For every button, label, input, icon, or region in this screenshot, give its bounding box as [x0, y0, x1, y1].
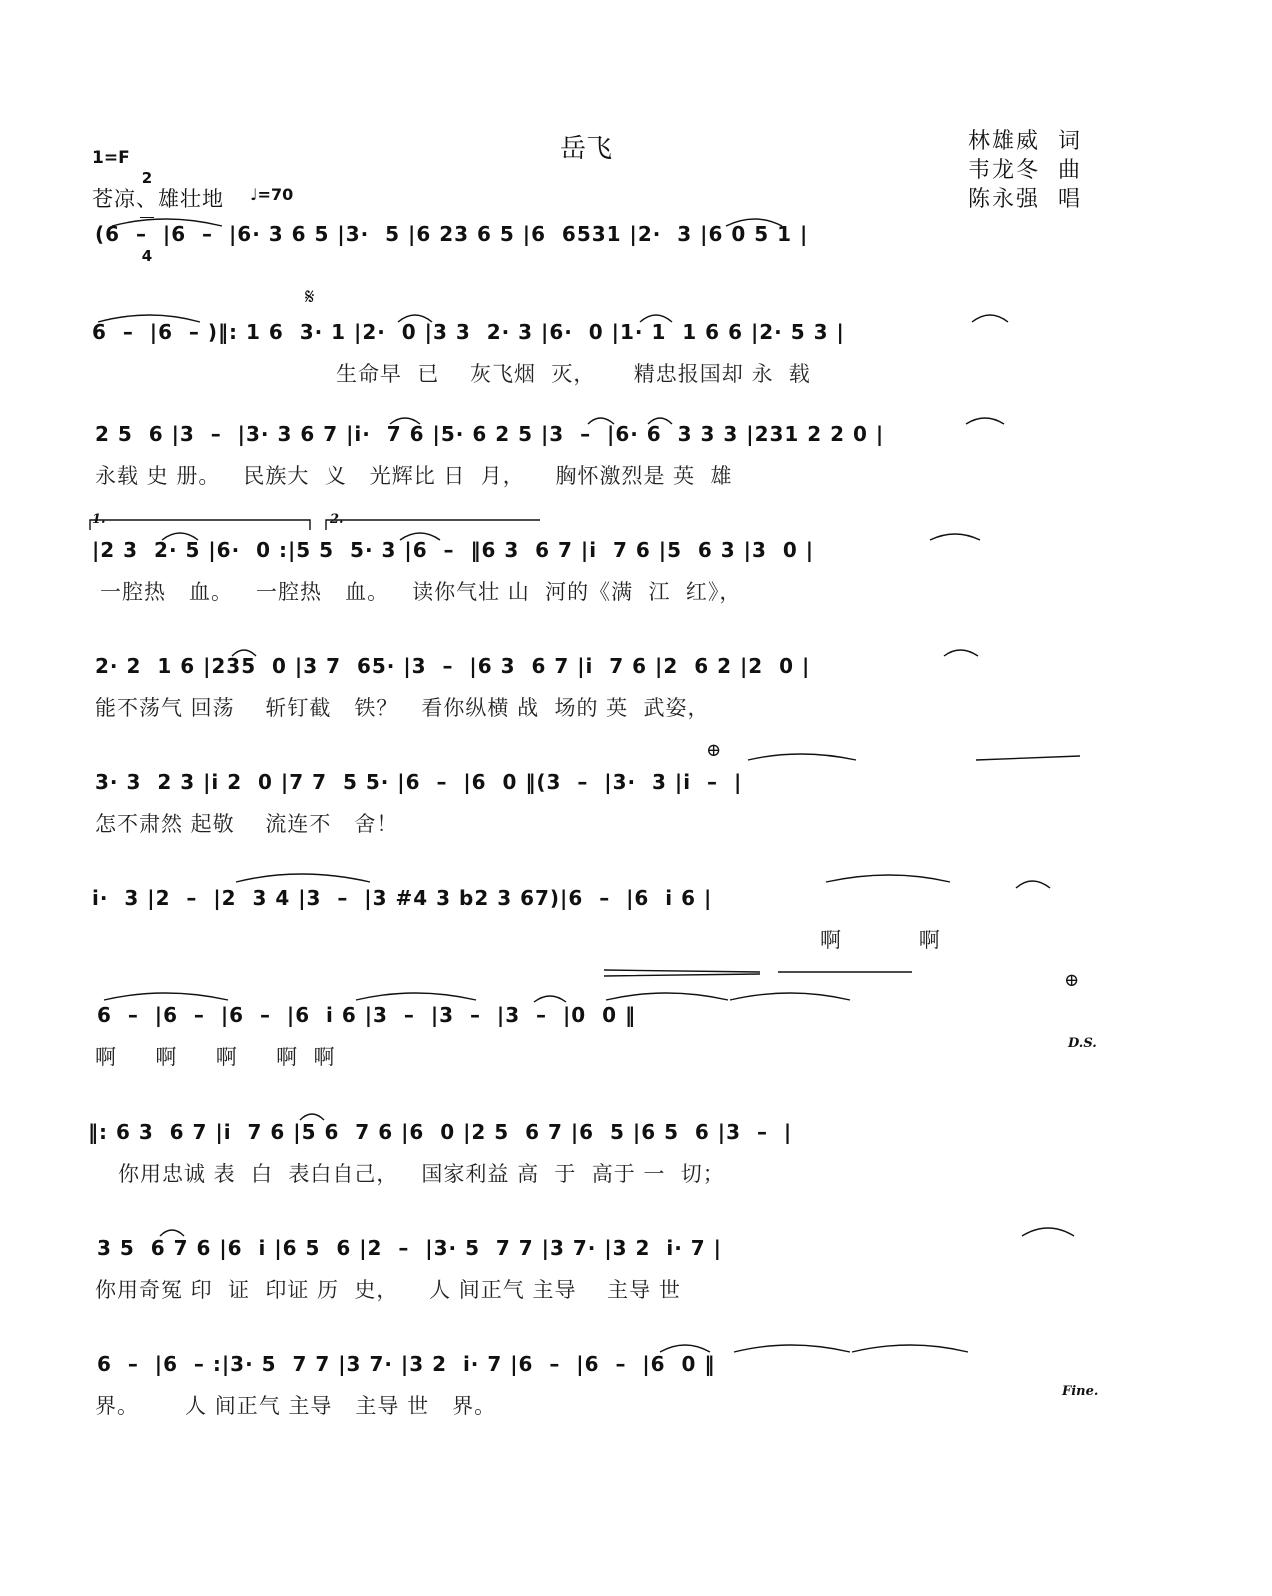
score-row-11-notes: 6 – |6 – :|3· 5 7 7 |3 7· |3 2 i· 7 |6 – |6 – |6 0 ‖	[97, 1352, 716, 1376]
second-ending-mark: 2.	[330, 512, 344, 527]
tie-row6-a	[748, 754, 856, 760]
tempo-marking: 苍凉、雄壮地	[92, 187, 224, 211]
slur-row2-b	[398, 315, 432, 322]
slur-row3-b	[588, 418, 614, 424]
tie-row8-b	[356, 993, 476, 1000]
tie-row8-d	[606, 993, 728, 1000]
time-signature-top: 2	[141, 169, 153, 187]
score-row-3-lyrics: 永载 史 册。 民族大 义 光辉比 日 月， 胸怀激烈是 英 雄	[95, 464, 733, 488]
score-row-2-notes: 6 – |6 – )‖: 1 6 3· 1 |2· 0 |3 3 2· 3 |6· 0 |1· 1 1 6 6 |2· 5 3 |	[92, 320, 845, 344]
score-row-7-notes: i· 3 |2 – |2 3 4 |3 – |3 #4 3 b2 3 67)|6 – |6 i 6 |	[92, 886, 713, 910]
slur-row10-a	[160, 1230, 184, 1236]
tie-row11-c	[852, 1345, 968, 1352]
tie-row11-b	[734, 1345, 850, 1352]
second-ending-bracket	[326, 520, 540, 530]
fine-mark: Fine.	[1062, 1384, 1099, 1399]
tie-row7-b	[826, 875, 950, 882]
slur-row3-a	[390, 418, 420, 424]
score-row-10-lyrics: 你用奇冤 印 证 印证 历 史， 人 间正气 主导 主导 世	[95, 1278, 681, 1302]
slur-row2-c	[640, 315, 672, 322]
score-row-8-notes: 6 – |6 – |6 – |6 i 6 |3 – |3 – |3 – |0 0 ‖	[97, 1003, 636, 1027]
score-row-6-notes: 3· 3 2 3 |i 2 0 |7 7 5 5· |6 – |6 0 ‖(3 – |3· 3 |i – |	[95, 770, 743, 794]
tie-row7-a	[236, 874, 370, 882]
tie-row1-a	[112, 219, 222, 226]
slur-row8-c	[534, 996, 566, 1002]
score-row-4-lyrics: 一腔热 血。 一腔热 血。 读你气壮 山 河的《满 江 红》，	[100, 580, 742, 604]
ds-mark: D.S.	[1068, 1036, 1097, 1051]
slur-row5-a	[232, 650, 256, 656]
tempo-value: ♩=70	[250, 185, 294, 204]
tie-row2-a	[98, 315, 200, 322]
composer-credit: 韦龙冬 曲	[968, 158, 1082, 183]
score-row-6-lyrics: 怎不肃然 起敬 流连不 舍！	[95, 812, 399, 836]
score-row-5-lyrics: 能不荡气 回荡 斩钉截 铁？ 看你纵横 战 场的 英 武姿，	[95, 696, 710, 720]
score-row-4-notes: |2 3 2· 5 |6· 0 :|5 5 5· 3 |6 – ‖6 3 6 7 |i 7 6 |5 6 3 |3 0 |	[92, 538, 815, 562]
first-ending-mark: 1.	[92, 512, 106, 527]
slur-row4-a	[162, 533, 198, 540]
score-row-9-lyrics: 你用忠诚 表 白 表白自己， 国家利益 高 于 高于 一 切；	[118, 1162, 725, 1186]
coda-sign-2: ⊕	[1064, 970, 1080, 991]
key-signature: 1=F	[92, 148, 130, 168]
first-ending-bracket	[90, 520, 310, 530]
tie-row8-e	[730, 993, 850, 1000]
tie-row5-b	[944, 650, 978, 656]
slur-row3-d	[966, 418, 1004, 424]
score-row-8-lyrics: 啊 啊 啊 啊 啊	[95, 1045, 336, 1069]
slur-row11-a	[660, 1345, 710, 1352]
slur-row9-a	[300, 1114, 324, 1120]
slur-row2-d	[972, 315, 1008, 322]
coda-sign-1: ⊕	[706, 740, 722, 761]
score-row-2-lyrics: 生命早 已 灰飞烟 灭， 精忠报国却 永 载	[336, 362, 811, 386]
score-row-3-notes: 2 5 6 |3 – |3· 3 6 7 |i· 7 6 |5· 6 2 5 |3 – |6· 6 3 3 3 |231 2 2 0 |	[95, 422, 885, 446]
singer-credit: 陈永强 唱	[968, 187, 1082, 212]
score-row-5-notes: 2· 2 1 6 |235 0 |3 7 65· |3 – |6 3 6 7 |i 7 6 |2 6 2 |2 0 |	[95, 654, 811, 678]
score-row-11-lyrics: 界。 人 间正气 主导 主导 世 界。	[95, 1394, 497, 1418]
lyricist-credit: 林雄威 词	[968, 129, 1082, 154]
slur-row4-b	[400, 533, 440, 540]
time-signature-bottom: 4	[141, 247, 153, 265]
tie-row6-b	[976, 756, 1080, 760]
score-row-1-notes: (6 – |6 – |6· 3 6 5 |3· 5 |6 23 6 5 |6 6531 |2· 3 |6 0 5 1 |	[95, 222, 809, 246]
slur-row3-c	[648, 418, 672, 424]
song-title: 岳飞	[560, 134, 613, 164]
score-row-7-lyrics: 啊 啊	[820, 928, 941, 952]
crescendo-1	[604, 970, 760, 976]
segno-sign: 𝄋	[305, 285, 315, 310]
tie-row1-b	[726, 219, 782, 226]
score-row-9-notes: ‖: 6 3 6 7 |i 7 6 |5 6 7 6 |6 0 |2 5 6 7 |6 5 |6 5 6 |3 – |	[88, 1120, 793, 1144]
slur-row10-b	[1022, 1228, 1074, 1236]
slur-row7-c	[1016, 881, 1050, 888]
tie-row4-c	[930, 534, 980, 540]
tie-row8-a	[104, 993, 228, 1000]
score-row-10-notes: 3 5 6 7 6 |6 i |6 5 6 |2 – |3· 5 7 7 |3 7· |3 2 i· 7 |	[97, 1236, 722, 1260]
